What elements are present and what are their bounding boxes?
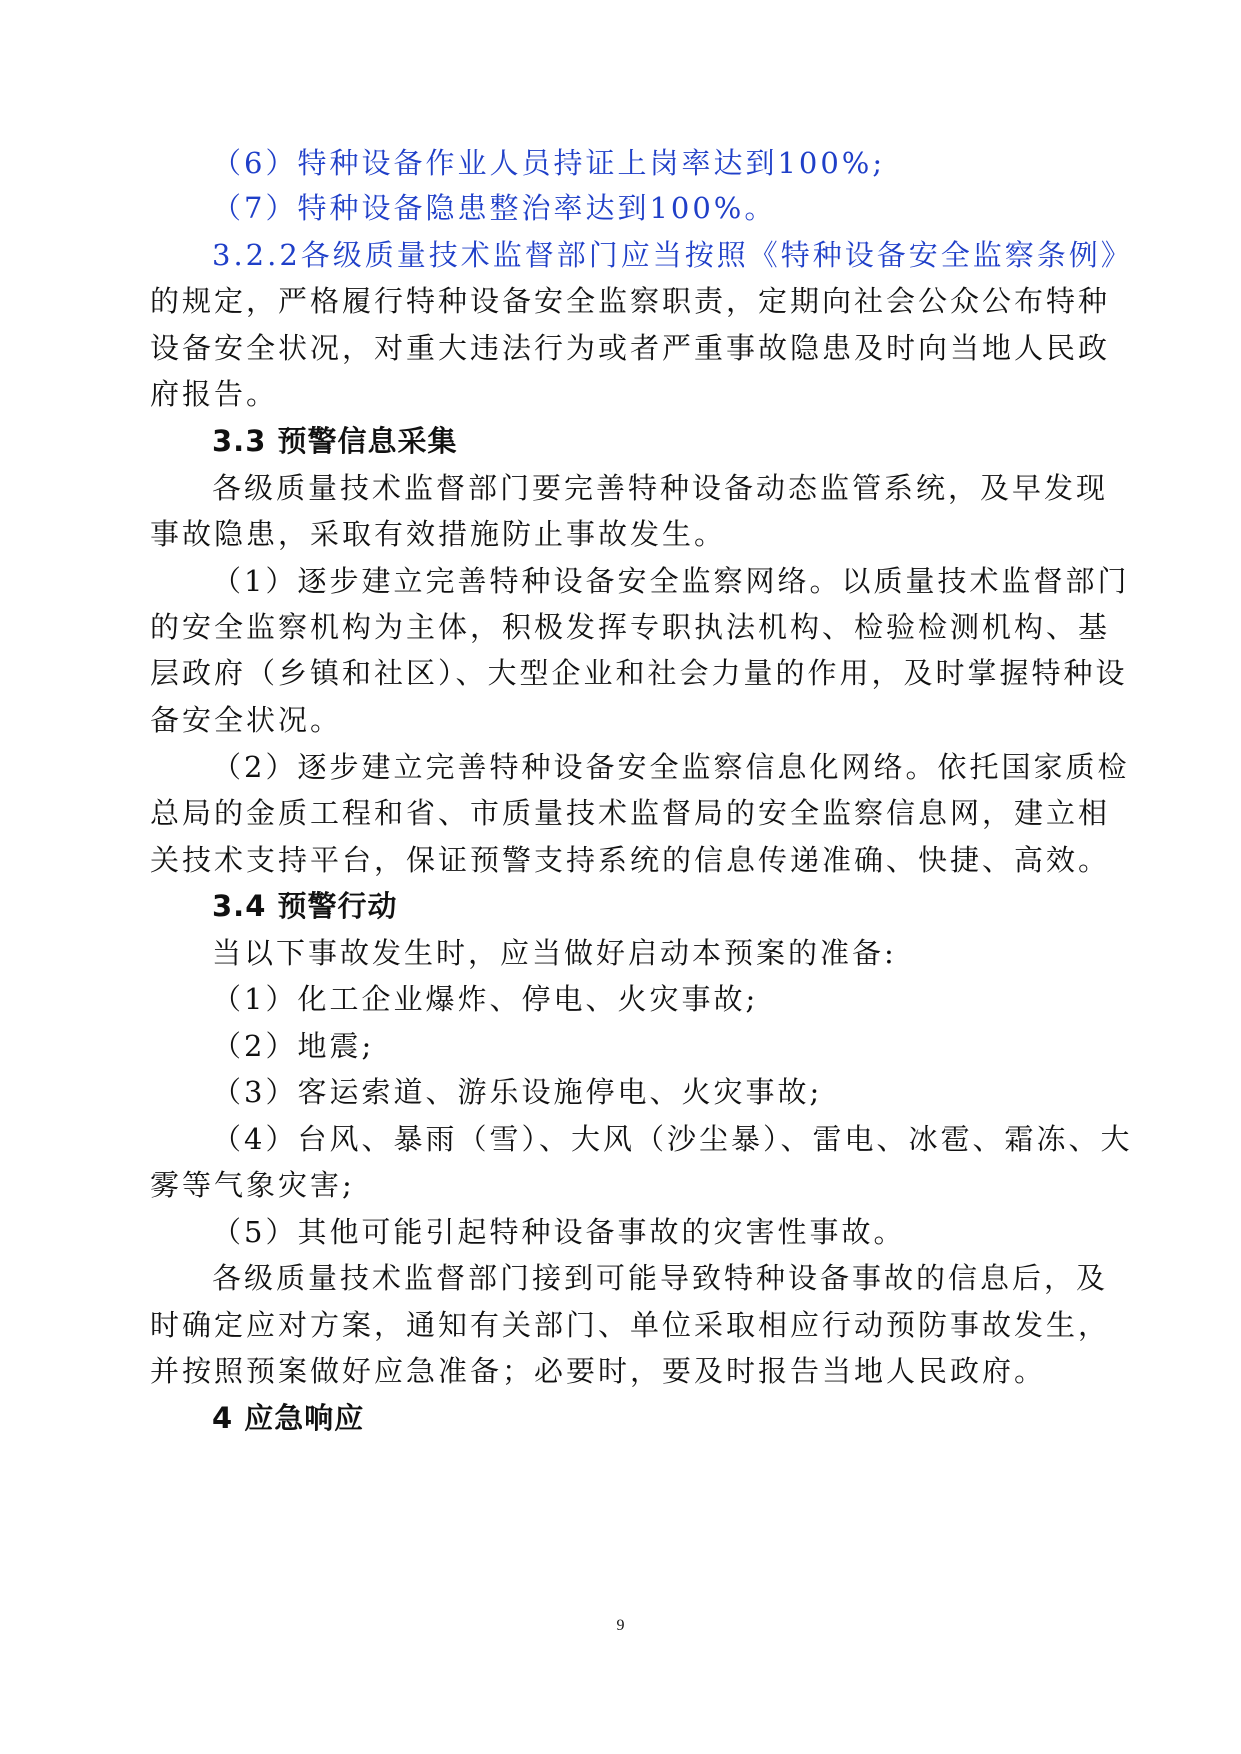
page-number: 9 (616, 1617, 625, 1634)
paragraph-3-2-2-line-4: 府报告。 (150, 377, 279, 411)
item-1-line-3: 层政府（乡镇和社区）、大型企业和社会力量的作用，及时掌握特种设 (150, 656, 1128, 690)
paragraph-3-4-intro: 当以下事故发生时，应当做好启动本预案的准备: (212, 936, 897, 970)
list-item-6: （6）特种设备作业人员持证上岗率达到100%; (212, 146, 886, 180)
event-item-4-line-2: 雾等气象灾害; (150, 1168, 355, 1202)
paragraph-response-line-1: 各级质量技术监督部门接到可能导致特种设备事故的信息后，及 (212, 1261, 1109, 1295)
item-2-line-3: 关技术支持平台，保证预警支持系统的信息传递准确、快捷、高效。 (150, 843, 1111, 877)
paragraph-response-line-3: 并按照预案做好应急准备；必要时，要及时报告当地人民政府。 (150, 1354, 1047, 1388)
paragraph-3-2-2-line-1: 3.2.2各级质量技术监督部门应当按照《特种设备安全监察条例》 (212, 238, 1133, 272)
event-item-1: （1）化工企业爆炸、停电、火灾事故; (212, 982, 759, 1016)
item-1-line-2: 的安全监察机构为主体，积极发挥专职执法机构、检验检测机构、基 (150, 610, 1111, 644)
section-heading-4: 4 应急响应 (212, 1401, 365, 1435)
item-1-line-4: 备安全状况。 (150, 703, 343, 737)
paragraph-3-3-line-2: 事故隐患，采取有效措施防止事故发生。 (150, 517, 727, 551)
paragraph-3-3-line-1: 各级质量技术监督部门要完善特种设备动态监管系统，及早发现 (212, 471, 1109, 505)
item-2-line-1: （2）逐步建立完善特种设备安全监察信息化网络。依托国家质检 (212, 750, 1130, 784)
item-1-line-1: （1）逐步建立完善特种设备安全监察网络。以质量技术监督部门 (212, 564, 1130, 598)
event-item-2: （2）地震; (212, 1029, 375, 1063)
paragraph-response-line-2: 时确定应对方案，通知有关部门、单位采取相应行动预防事故发生， (150, 1308, 1111, 1342)
event-item-5: （5）其他可能引起特种设备事故的灾害性事故。 (212, 1215, 906, 1249)
event-item-4-line-1: （4）台风、暴雨（雪）、大风（沙尘暴）、雷电、冰雹、霜冻、大 (212, 1122, 1133, 1156)
list-item-7: （7）特种设备隐患整治率达到100%。 (212, 191, 777, 225)
section-heading-3-3: 3.3 预警信息采集 (212, 424, 458, 458)
paragraph-3-2-2-line-2: 的规定，严格履行特种设备安全监察职责，定期向社会公众公布特种 (150, 284, 1111, 318)
section-heading-3-4: 3.4 预警行动 (212, 889, 398, 923)
paragraph-3-2-2-line-3: 设备安全状况，对重大违法行为或者严重事故隐患及时向当地人民政 (150, 331, 1111, 365)
item-2-line-2: 总局的金质工程和省、市质量技术监督局的安全监察信息网，建立相 (150, 796, 1111, 830)
event-item-3: （3）客运索道、游乐设施停电、火灾事故; (212, 1075, 823, 1109)
